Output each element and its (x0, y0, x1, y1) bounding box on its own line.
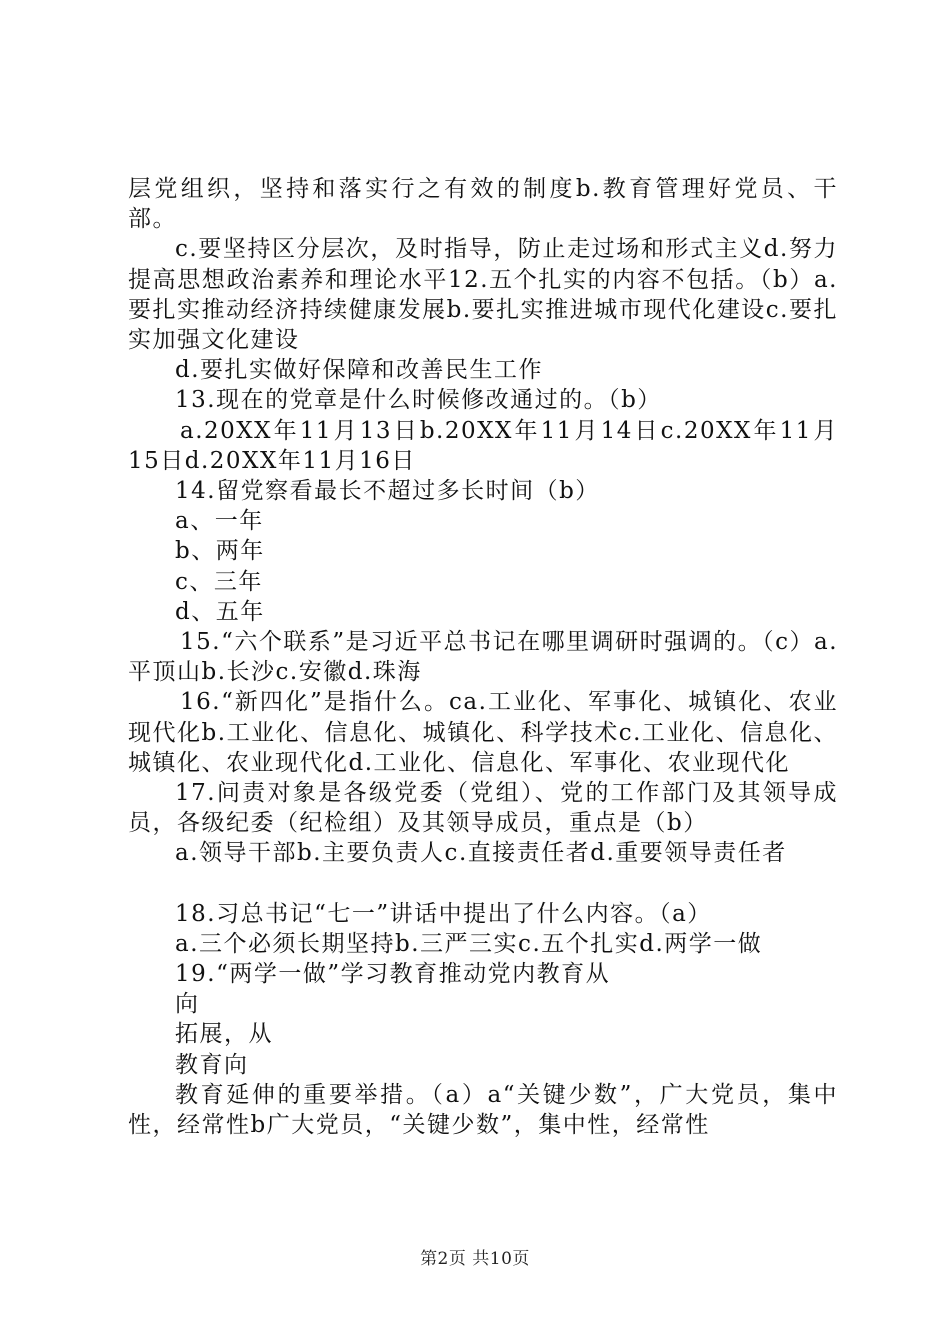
option-d: d、五年 (175, 598, 265, 625)
question-19-fragment: 向 (175, 991, 200, 1018)
page-number-footer: 第2页 共10页 (420, 1249, 530, 1269)
question-17: 17.问责对象是各级党委（党组）、党的工作部门及其领导成员，各级纪委（纪检组）及其领导成员，重点是（b） (128, 780, 838, 837)
option-b: b、两年 (175, 538, 265, 565)
question-15: 15.“六个联系”是习近平总书记在哪里调研时强调的。（c）a.平顶山b.长沙c.安徽d.珠海 (128, 629, 838, 686)
question-19: 19.“两学一做”学习教育推动党内教育从 (175, 961, 611, 988)
paragraph: c.要坚持区分层次，及时指导，防止走过场和形式主义d.努力提高思想政治素养和理论水平12.五个扎实的内容不包括。（b）a.要扎实推动经济持续健康发展b.要扎实推进城市现代化建设c.要扎实加强文化建设 (128, 236, 838, 354)
question-19-fragment: 教育向 (175, 1051, 249, 1078)
question-17-options: a.领导干部b.主要负责人c.直接责任者d.重要领导责任者 (175, 840, 787, 867)
question-18-options: a.三个必须长期坚持b.三严三实c.五个扎实d.两学一做 (175, 930, 763, 957)
blank-line (128, 869, 838, 899)
option-c: c、三年 (175, 568, 263, 595)
question-13: 13.现在的党章是什么时候修改通过的。（b） (175, 387, 662, 414)
question-16: 16.“新四化”是指什么。ca.工业化、军事化、城镇化、农业现代化b.工业化、信息化、城镇化、科学技术c.工业化、信息化、城镇化、农业现代化d.工业化、信息化、军事化、农业现代化 (128, 689, 838, 776)
question-13-options: a.20XX年11月13日b.20XX年11月14日c.20XX年11月15日d.20XX年11月16日 (128, 417, 838, 474)
question-18: 18.习总书记“七一”讲话中提出了什么内容。（a） (175, 900, 712, 927)
paragraph: d.要扎实做好保障和改善民生工作 (175, 357, 544, 384)
question-19-options: 教育延伸的重要举措。（a）a“关键少数”，广大党员，集中性，经常性b广大党员，“关键少数”，集中性，经常性 (128, 1081, 838, 1139)
document-body (128, 174, 838, 1140)
question-14: 14.留党察看最长不超过多长时间（b） (175, 478, 600, 505)
option-a: a、一年 (175, 508, 264, 535)
question-19-fragment: 拓展，从 (175, 1021, 273, 1048)
paragraph: 层党组织，坚持和落实行之有效的制度b.教育管理好党员、干部。 (128, 176, 838, 233)
